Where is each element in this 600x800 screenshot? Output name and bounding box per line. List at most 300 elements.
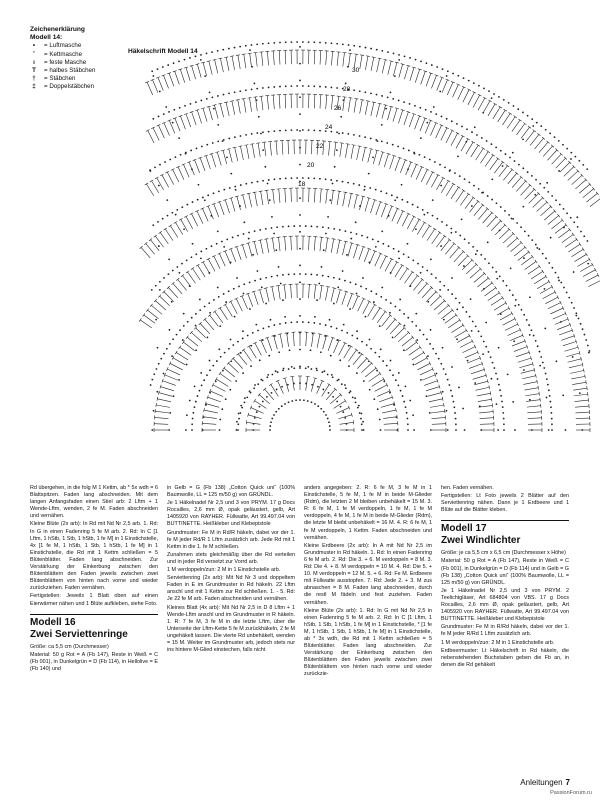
stitch-mark bbox=[149, 238, 152, 240]
chain-mark bbox=[386, 365, 388, 367]
stitch-mark bbox=[155, 177, 158, 179]
chain-mark bbox=[159, 281, 161, 283]
chain-mark bbox=[495, 271, 497, 273]
stitch-mark bbox=[373, 304, 376, 306]
chain-mark bbox=[322, 275, 324, 277]
chain-mark bbox=[184, 59, 186, 61]
stitch-mark bbox=[415, 69, 419, 82]
stitch-mark bbox=[455, 313, 457, 316]
stitch-mark bbox=[379, 397, 392, 402]
stitch-mark bbox=[213, 310, 216, 312]
chain-mark bbox=[389, 392, 391, 394]
stitch-mark bbox=[493, 103, 496, 105]
chain-mark bbox=[495, 373, 497, 375]
chain-mark bbox=[436, 218, 438, 220]
chain-mark bbox=[514, 429, 516, 431]
stitch-mark bbox=[509, 112, 512, 114]
chain-mark bbox=[462, 408, 464, 410]
stitch-mark bbox=[576, 238, 578, 241]
stitch-mark bbox=[436, 125, 442, 138]
chain-mark bbox=[212, 142, 214, 144]
chain-mark bbox=[409, 57, 411, 59]
chain-mark bbox=[398, 251, 400, 253]
stitch-mark bbox=[585, 374, 586, 378]
chain-mark bbox=[570, 158, 572, 160]
stitch-mark bbox=[538, 265, 540, 268]
stitch-mark bbox=[426, 387, 439, 391]
chain-mark bbox=[488, 90, 490, 92]
chain-mark bbox=[398, 372, 400, 374]
chain-mark bbox=[354, 397, 356, 399]
stitch-mark bbox=[387, 107, 391, 120]
stitch-mark bbox=[169, 73, 174, 86]
stitch-mark bbox=[242, 349, 245, 351]
stitch-mark bbox=[291, 236, 292, 250]
chain-mark bbox=[483, 88, 485, 90]
stitch-mark bbox=[170, 363, 182, 369]
stitch-mark bbox=[154, 424, 168, 425]
chain-mark bbox=[468, 80, 470, 82]
chain-mark bbox=[273, 42, 275, 44]
chain-mark bbox=[192, 418, 194, 420]
stitch-mark bbox=[432, 232, 440, 243]
stitch-mark bbox=[225, 251, 230, 264]
stitch-mark bbox=[527, 406, 541, 407]
chain-mark bbox=[536, 247, 538, 249]
chain-mark bbox=[417, 263, 419, 265]
chain-mark bbox=[330, 355, 332, 357]
stitch-mark bbox=[253, 97, 257, 98]
chain-mark bbox=[447, 289, 449, 291]
stitch-mark bbox=[525, 189, 535, 199]
chain-mark bbox=[513, 105, 515, 107]
chain-mark bbox=[310, 368, 312, 370]
stitch-mark bbox=[594, 268, 596, 272]
stitch-mark bbox=[164, 75, 169, 88]
chain-mark bbox=[323, 389, 325, 391]
chain-mark bbox=[269, 429, 271, 431]
stitch-mark bbox=[441, 240, 450, 251]
stitch-mark bbox=[197, 64, 201, 77]
chain-mark bbox=[223, 246, 225, 248]
chain-mark bbox=[565, 429, 567, 431]
chain-mark bbox=[402, 395, 404, 397]
stitch-mark bbox=[398, 332, 408, 341]
stitch-mark bbox=[331, 288, 334, 302]
chain-mark bbox=[299, 96, 301, 98]
page-footer bbox=[520, 778, 570, 787]
chain-mark bbox=[426, 62, 428, 64]
stitch-mark bbox=[148, 310, 159, 319]
chain-mark bbox=[277, 371, 279, 373]
chain-mark bbox=[413, 429, 415, 431]
chain-mark bbox=[234, 136, 236, 138]
stitch-mark bbox=[583, 270, 595, 277]
chain-mark bbox=[275, 411, 277, 413]
chain-mark bbox=[195, 101, 197, 103]
chain-mark bbox=[520, 226, 522, 228]
chain-mark bbox=[267, 374, 269, 376]
stitch-mark bbox=[409, 114, 414, 127]
stitch-mark bbox=[443, 235, 446, 237]
stitch-mark bbox=[572, 175, 582, 184]
stitch-mark bbox=[478, 94, 482, 96]
chain-mark bbox=[213, 108, 215, 110]
chain-mark bbox=[269, 199, 271, 201]
chain-mark bbox=[579, 392, 581, 394]
chain-mark bbox=[548, 429, 550, 431]
stitch-mark bbox=[206, 156, 211, 169]
stitch-mark bbox=[288, 140, 289, 154]
stitch-mark bbox=[144, 315, 155, 323]
chain-mark bbox=[471, 330, 473, 332]
chain-mark bbox=[573, 307, 575, 309]
stitch-mark bbox=[424, 381, 437, 386]
chain-mark bbox=[308, 321, 310, 323]
stitch-mark bbox=[361, 363, 371, 373]
chain-mark bbox=[456, 123, 458, 125]
chain-mark bbox=[356, 338, 358, 340]
chain-mark bbox=[468, 181, 470, 183]
stitch-mark bbox=[508, 173, 517, 184]
chain-mark bbox=[572, 356, 574, 358]
stitch-mark bbox=[160, 232, 168, 243]
stitch-mark bbox=[555, 225, 566, 234]
stitch-mark bbox=[249, 194, 252, 208]
stitch-mark bbox=[250, 53, 252, 67]
stitch-mark bbox=[426, 292, 436, 302]
stitch-mark bbox=[526, 131, 535, 142]
chain-mark bbox=[405, 406, 407, 408]
stitch-mark bbox=[372, 379, 384, 386]
chain-mark bbox=[209, 360, 211, 362]
chain-mark bbox=[582, 328, 584, 330]
chain-mark bbox=[463, 77, 465, 79]
stitch-mark bbox=[535, 260, 537, 263]
chain-mark bbox=[429, 159, 431, 161]
stitch-mark bbox=[168, 287, 177, 297]
chain-mark bbox=[321, 371, 323, 373]
stitch-mark bbox=[285, 50, 286, 64]
round-number-label: 20 bbox=[307, 162, 315, 169]
stitch-mark bbox=[291, 284, 292, 298]
chain-mark bbox=[385, 108, 387, 110]
stitch-mark bbox=[571, 249, 583, 257]
stitch-mark bbox=[583, 369, 584, 373]
chain-mark bbox=[279, 130, 281, 132]
chain-mark bbox=[458, 387, 460, 389]
chain-mark bbox=[429, 412, 431, 414]
chain-mark bbox=[451, 120, 453, 122]
chain-mark bbox=[302, 177, 304, 179]
chain-mark bbox=[342, 181, 344, 183]
chain-mark bbox=[432, 199, 434, 201]
chain-mark bbox=[262, 131, 264, 133]
stitch-mark bbox=[406, 267, 409, 269]
chain-mark bbox=[192, 243, 194, 245]
chain-mark bbox=[299, 231, 301, 233]
stitch-mark bbox=[325, 287, 328, 301]
stitch-mark bbox=[412, 216, 416, 218]
stitch-mark bbox=[499, 229, 509, 239]
chain-mark bbox=[179, 107, 181, 109]
chain-mark bbox=[172, 270, 174, 272]
chain-mark bbox=[353, 183, 355, 185]
chain-mark bbox=[254, 417, 256, 419]
chain-mark bbox=[446, 118, 448, 120]
stitch-mark bbox=[320, 237, 322, 251]
chain-mark bbox=[228, 138, 230, 140]
stitch-mark bbox=[336, 290, 340, 303]
chain-mark bbox=[305, 273, 307, 275]
chain-mark bbox=[558, 140, 560, 142]
stitch-mark bbox=[523, 382, 537, 385]
chain-mark bbox=[271, 418, 273, 420]
chain-mark bbox=[528, 324, 530, 326]
chain-mark bbox=[492, 362, 494, 364]
chain-mark bbox=[407, 201, 409, 203]
chain-mark bbox=[360, 418, 362, 420]
chain-mark bbox=[211, 51, 213, 53]
chain-mark bbox=[311, 401, 313, 403]
stitch-mark bbox=[354, 54, 356, 68]
chain-mark bbox=[181, 263, 183, 265]
chain-mark bbox=[482, 353, 484, 355]
chain-mark bbox=[229, 389, 231, 391]
chain-mark bbox=[189, 400, 191, 402]
stitch-mark bbox=[462, 260, 472, 270]
chain-mark bbox=[509, 157, 511, 159]
stitch-mark bbox=[359, 247, 364, 260]
stitch-mark bbox=[591, 263, 593, 266]
stitch-mark bbox=[491, 298, 503, 306]
chain-mark bbox=[581, 429, 583, 431]
chain-mark bbox=[299, 80, 301, 82]
stitch-mark bbox=[488, 293, 500, 301]
chain-mark bbox=[153, 373, 155, 375]
stitch-mark bbox=[320, 285, 324, 286]
chain-mark bbox=[288, 368, 290, 370]
stitch-mark bbox=[150, 240, 159, 251]
chain-mark bbox=[160, 358, 162, 360]
stitch-mark bbox=[518, 119, 521, 121]
chain-mark bbox=[446, 224, 448, 226]
chain-mark bbox=[265, 277, 267, 279]
chain-mark bbox=[333, 277, 335, 279]
stitch-mark bbox=[248, 243, 252, 256]
stitch-mark bbox=[477, 278, 488, 287]
chain-mark bbox=[257, 181, 259, 183]
chain-mark bbox=[412, 364, 414, 366]
chain-mark bbox=[268, 42, 270, 44]
chain-mark bbox=[308, 85, 310, 87]
chain-mark bbox=[403, 253, 405, 255]
chain-mark bbox=[329, 319, 331, 321]
chain-mark bbox=[380, 296, 382, 298]
chain-mark bbox=[273, 86, 275, 88]
stitch-mark bbox=[579, 184, 590, 193]
stitch-mark bbox=[448, 320, 460, 328]
stitch-mark bbox=[191, 332, 201, 341]
chain-mark bbox=[291, 41, 293, 43]
stitch-mark bbox=[528, 266, 540, 274]
chain-mark bbox=[392, 337, 394, 339]
chain-mark bbox=[503, 418, 505, 420]
chain-mark bbox=[329, 429, 331, 431]
chain-mark bbox=[420, 60, 422, 62]
chain-mark bbox=[328, 421, 330, 423]
chain-mark bbox=[243, 293, 245, 295]
column-4 bbox=[441, 485, 569, 670]
chain-mark bbox=[473, 82, 475, 84]
chain-mark bbox=[501, 401, 503, 403]
chain-mark bbox=[478, 188, 480, 190]
stitch-mark bbox=[561, 336, 574, 341]
chain-mark bbox=[164, 161, 166, 163]
chain-mark bbox=[331, 87, 333, 89]
chain-mark bbox=[409, 103, 411, 105]
stitch-mark bbox=[365, 101, 368, 115]
chain-mark bbox=[415, 325, 417, 327]
stitch-mark bbox=[359, 196, 363, 210]
stitch-mark bbox=[337, 52, 338, 66]
stitch-mark bbox=[390, 156, 395, 169]
stitch-mark bbox=[175, 71, 180, 84]
stitch-mark bbox=[183, 342, 194, 350]
paragraph: 1 M verdoppeln/zun: 2 M in 1 Einstichstelle arb. bbox=[441, 639, 555, 646]
stitch-mark bbox=[575, 400, 589, 401]
stitch-mark bbox=[231, 302, 238, 314]
chain-mark bbox=[173, 62, 175, 64]
stitch-mark bbox=[155, 409, 156, 413]
stitch-mark bbox=[146, 184, 153, 196]
stitch-mark bbox=[575, 412, 589, 413]
chain-mark bbox=[199, 299, 201, 301]
chain-mark bbox=[265, 303, 267, 305]
stitch-mark bbox=[516, 352, 529, 356]
chain-mark bbox=[396, 429, 398, 431]
stitch-mark bbox=[164, 292, 174, 302]
chain-mark bbox=[279, 86, 281, 88]
chain-mark bbox=[291, 400, 293, 402]
chain-mark bbox=[412, 204, 414, 206]
chain-mark bbox=[339, 278, 341, 280]
chain-mark bbox=[390, 272, 392, 274]
chain-mark bbox=[459, 302, 461, 304]
stitch-mark bbox=[314, 285, 316, 299]
chain-mark bbox=[323, 249, 325, 251]
chain-mark bbox=[361, 423, 363, 425]
chain-mark bbox=[423, 334, 425, 336]
chain-mark bbox=[217, 50, 219, 52]
chain-mark bbox=[455, 429, 457, 431]
stitch-mark bbox=[354, 54, 358, 55]
stitch-mark bbox=[208, 397, 221, 402]
chain-mark bbox=[222, 140, 224, 142]
chain-mark bbox=[302, 41, 304, 43]
stitch-mark bbox=[259, 395, 270, 404]
chain-mark bbox=[345, 387, 347, 389]
chain-mark bbox=[311, 225, 313, 227]
stitch-mark bbox=[384, 423, 398, 424]
chain-mark bbox=[316, 299, 318, 301]
chain-mark bbox=[382, 360, 384, 362]
stitch-mark bbox=[531, 255, 533, 258]
stitch-mark bbox=[543, 292, 555, 299]
chain-mark bbox=[487, 195, 489, 197]
stitch-mark bbox=[244, 99, 246, 113]
stitch-mark bbox=[377, 58, 380, 72]
stitch-mark bbox=[232, 56, 235, 70]
chain-mark bbox=[388, 245, 390, 247]
chain-mark bbox=[417, 206, 419, 208]
chain-mark bbox=[362, 277, 364, 279]
chain-mark bbox=[441, 221, 443, 223]
stitch-mark bbox=[352, 145, 356, 146]
stitch-mark bbox=[378, 307, 381, 309]
chain-mark bbox=[454, 412, 456, 414]
chain-mark bbox=[571, 302, 573, 304]
chain-mark bbox=[299, 315, 301, 317]
chain-mark bbox=[208, 272, 210, 274]
stitch-mark bbox=[345, 144, 347, 158]
chain-mark bbox=[293, 225, 295, 227]
chain-mark bbox=[172, 338, 174, 340]
chain-mark bbox=[202, 429, 204, 431]
stitch-mark bbox=[343, 192, 346, 206]
chain-mark bbox=[238, 286, 240, 288]
stitch-mark bbox=[514, 347, 527, 352]
stitch-mark bbox=[267, 190, 269, 204]
chain-mark bbox=[369, 389, 371, 391]
chain-mark bbox=[323, 370, 325, 372]
chain-mark bbox=[535, 340, 537, 342]
chain-mark bbox=[213, 192, 215, 194]
stitch-mark bbox=[223, 304, 226, 306]
chain-mark bbox=[387, 51, 389, 53]
chain-mark bbox=[320, 408, 322, 410]
chain-mark bbox=[386, 142, 388, 144]
chain-mark bbox=[455, 231, 457, 233]
chain-mark bbox=[195, 253, 197, 255]
stitch-mark bbox=[417, 363, 429, 369]
stitch-mark bbox=[333, 340, 339, 353]
chain-mark bbox=[431, 273, 433, 275]
chain-mark bbox=[204, 306, 206, 308]
chain-mark bbox=[247, 335, 249, 337]
chain-mark bbox=[440, 363, 442, 365]
chain-mark bbox=[221, 408, 223, 410]
chain-mark bbox=[498, 384, 500, 386]
stitch-mark bbox=[501, 161, 504, 163]
stitch-mark bbox=[491, 397, 492, 401]
chain-mark bbox=[198, 184, 200, 186]
chain-mark bbox=[313, 85, 315, 87]
stitch-mark bbox=[156, 405, 170, 407]
stitch-mark bbox=[398, 110, 402, 123]
stitch-mark bbox=[326, 238, 330, 239]
chain-mark bbox=[217, 124, 219, 126]
stitch-mark bbox=[432, 417, 446, 418]
chain-mark bbox=[271, 276, 273, 278]
paragraph: Kleines Blatt (4x arb): Mit Nd Nr 2,5 in D 8 Lftm + 1 Wende-Lftm anschl und im Grundmuster in R häkeln. 1. R: 7 fe M, 3 fe M in die letzte Lftm, über die Unterseite der Lftm-Kette 5 fe M zurückhäkeln, 2 fe M ungehäkelt lassen. Die vierte Rd unbehäkelt, wenden = 15 M. Weiter im Grundmuster arb, jedoch stets nur ins hintere M-Glied einstechen, falls nicht bbox=[167, 604, 295, 654]
stitch-mark bbox=[508, 306, 510, 309]
stitch-mark bbox=[490, 391, 491, 395]
stitch-mark bbox=[273, 95, 274, 109]
chain-mark bbox=[538, 248, 540, 250]
chain-mark bbox=[317, 386, 319, 388]
chain-mark bbox=[296, 177, 298, 179]
